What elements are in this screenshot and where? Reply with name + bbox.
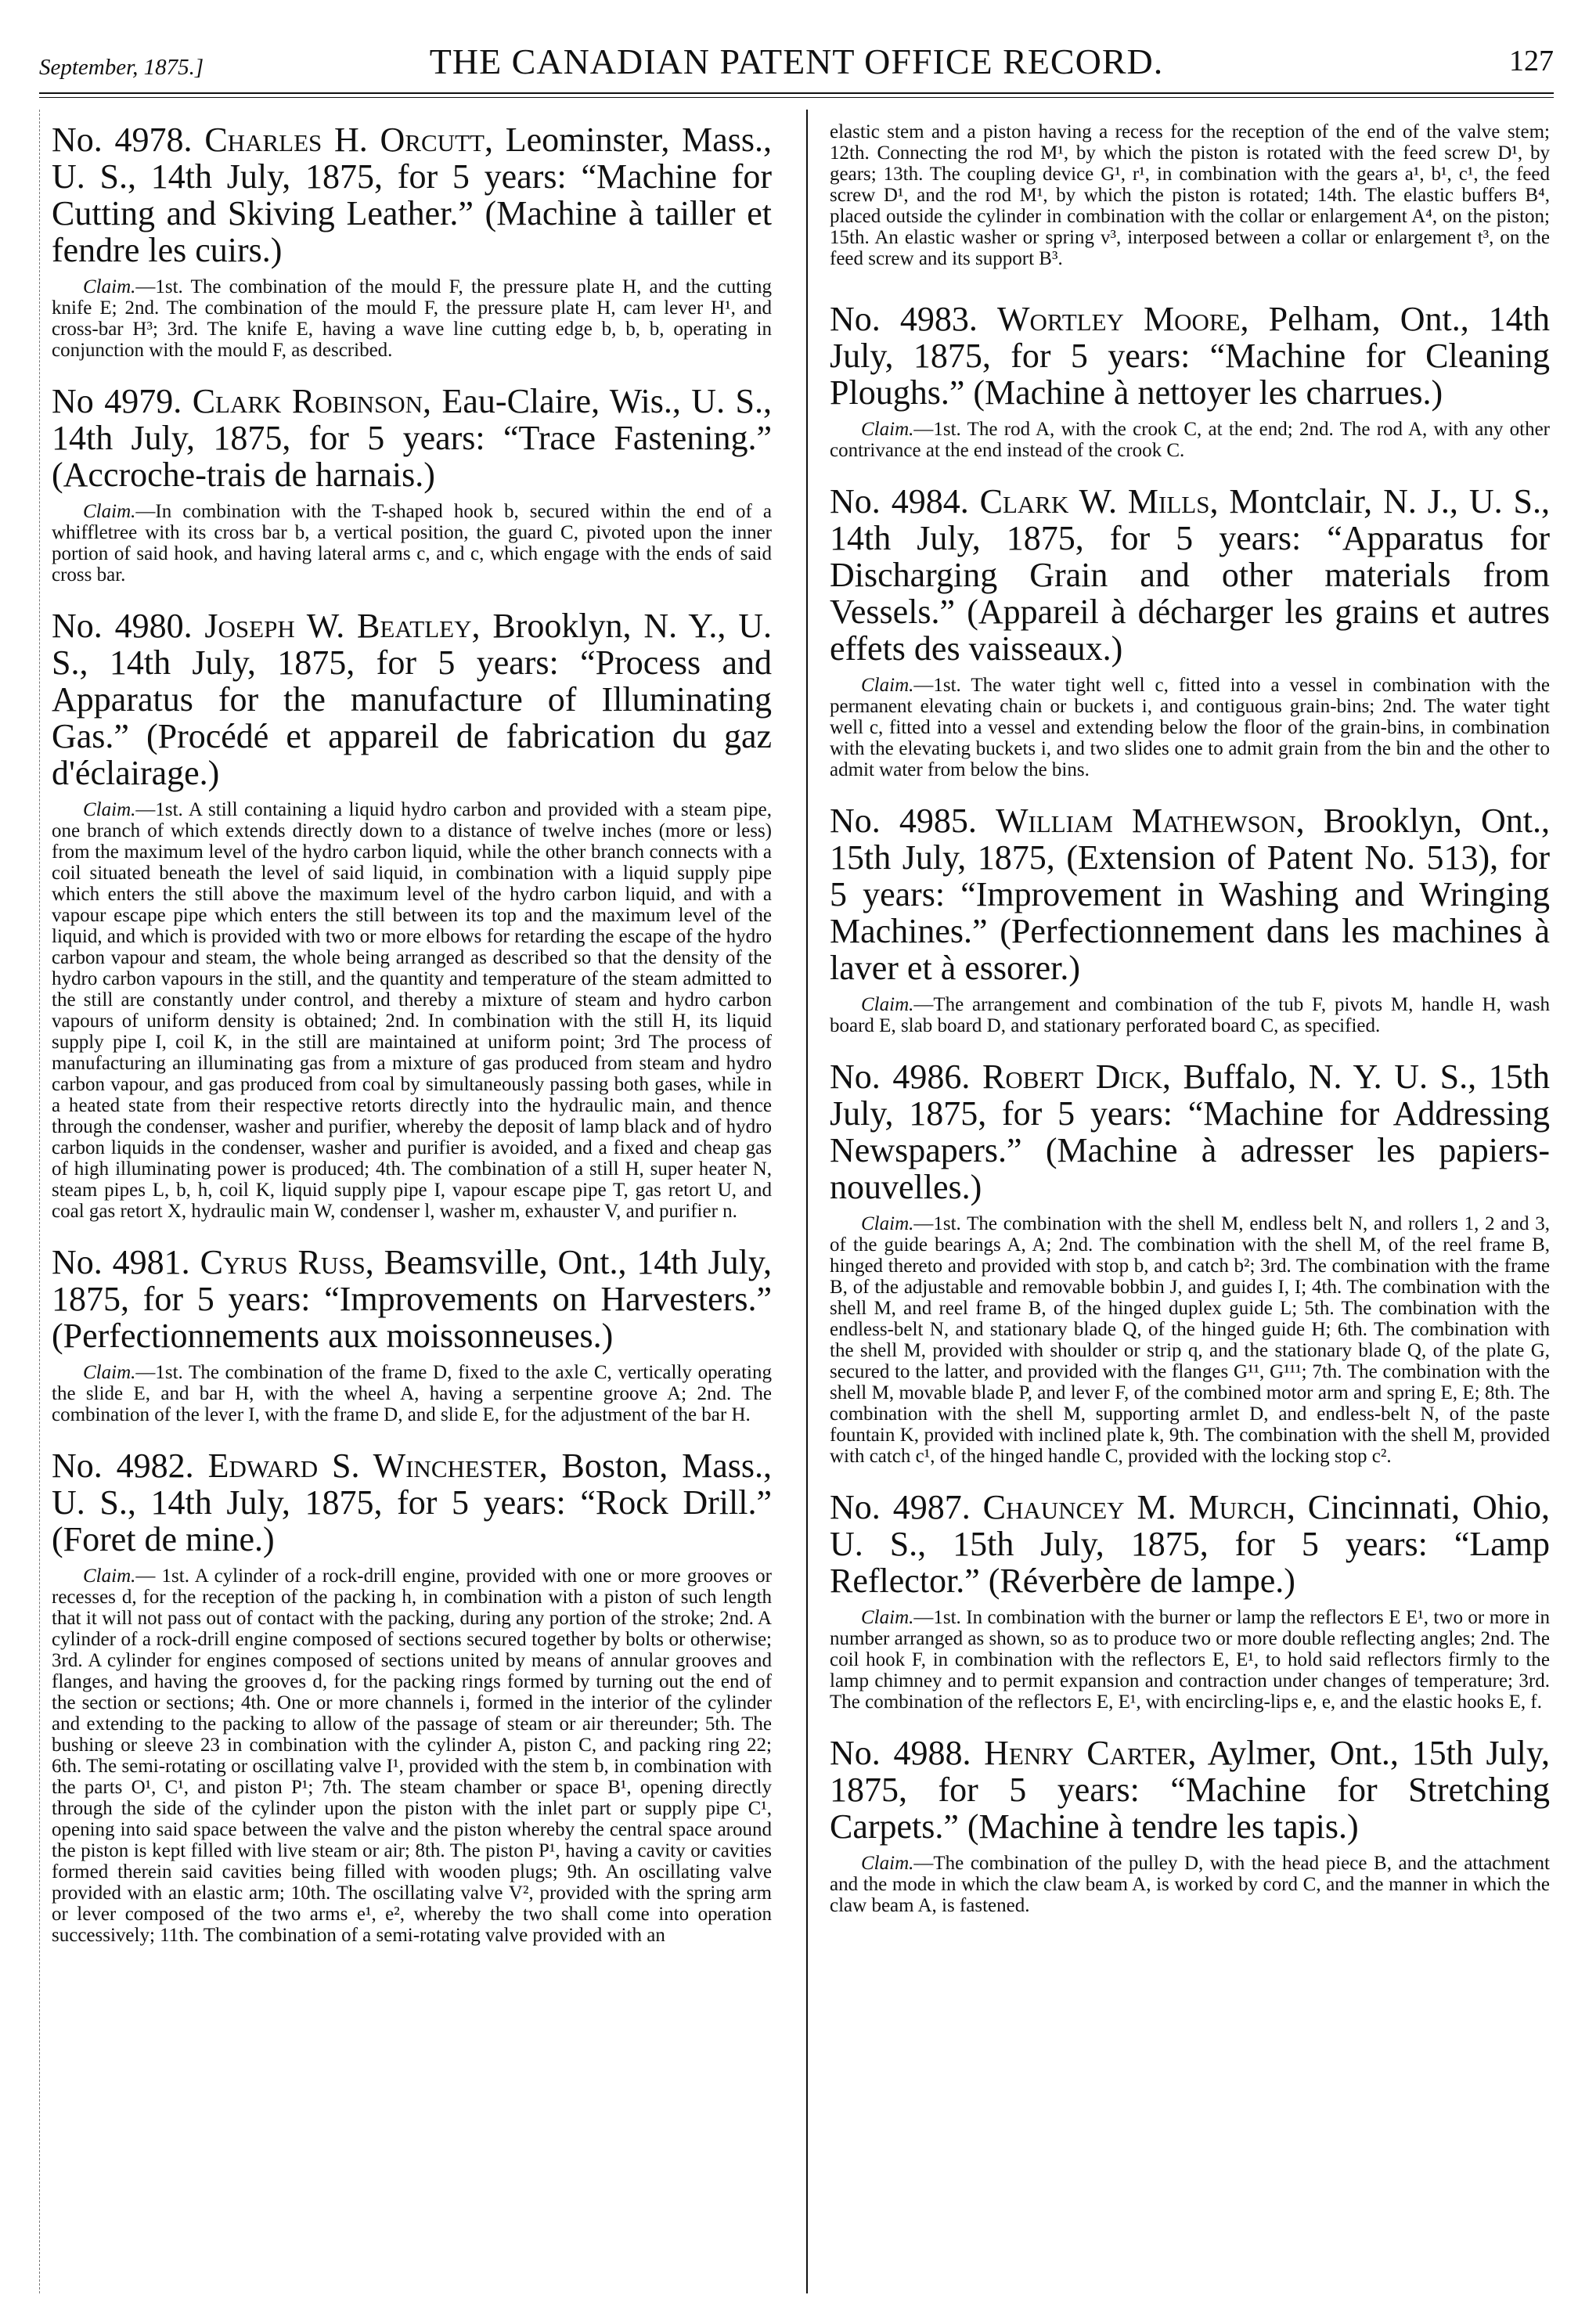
inventor-name: Chauncey M. Murch xyxy=(982,1488,1287,1526)
patent-details: , Aylmer, Ont., 15th July, 1875, for 5 years: “Machine for Stretching Carpets.” (Machine à tendre les tapis.) xyxy=(830,1734,1550,1846)
patent-entry-4981 xyxy=(52,1244,772,1425)
claim-body: —1st. The combination of the mould F, the pressure plate H, and the cutting knife E; 2nd. The combination of the mould F, the pressure plate H, cam lever H¹, and cross-bar H³; 3rd. The knife E, having a wave line cutting edge b, b, b, operating in conjunction with the mould F, as described. xyxy=(52,276,772,361)
claim-label: Claim. xyxy=(861,1607,914,1628)
entry-heading xyxy=(52,1244,772,1354)
patent-number: No. 4988. xyxy=(830,1734,971,1772)
patent-entry-4985 xyxy=(830,802,1550,1036)
claim-label: Claim. xyxy=(861,675,914,696)
claim-body: — 1st. A cylinder of a rock-drill engine, provided with one or more grooves or recesses d, for the reception of the packing h, in combination with a piston of such length that it will not pass out of contact with the packing, during any portion of the stroke; 2nd. A cylinder of a rock-drill engine composed of sections secured together by bolts or otherwise; 3rd. A cylinder for engines composed of sections united by means of annular grooves and flanges, and having the grooves d, for the packing rings formed by turning out the end of the section or sections; 4th. One or more channels i, formed in the interior of the cylinder and extending to the packing to allow of the passage of steam or air thereunder; 5th. The bushing or sleeve 23 in combination with the cylinder A, piston C, and packing ring 22; 6th. The semi-rotating or oscillating valve I¹, provided with the stem b, in combination with the parts O¹, C¹, and piston P¹; 7th. The steam chamber or space B¹, opening directly through the side of the cylinder upon the piston with the inlet part or supply pipe C¹, opening into said space between the valve and the piston whereby the central space around the piston is kept filled with live steam or air; 8th. The piston P¹, having a cavity or cavities formed therein said cavities being filled with wooden plugs; 9th. An oscillating valve provided with an elastic arm; 10th. The oscillating valve V², provided with the spring arm or lever composed of the two arms e¹, e², whereby the two shall come into operation successively; 11th. The combination of a semi-rotating valve provided with an xyxy=(52,1565,772,1946)
left-margin-line xyxy=(39,110,40,2293)
claim-text xyxy=(830,1607,1550,1713)
right-column xyxy=(830,121,1550,1938)
patent-number: No. 4987. xyxy=(830,1488,971,1526)
claim-text xyxy=(830,1853,1550,1916)
entry-heading xyxy=(830,1058,1550,1205)
claim-body: —1st. In combination with the burner or lamp the reflectors E E¹, two or more in number arranged as shown, so as to produce two or more double reflecting angles; 2nd. The coil hook F, in combination with the reflectors E, E¹, to hold said reflectors firmly to the lamp chimney and to permit expansion and contraction under changes of temperature; 3rd. The combination of the reflectors E, E¹, with encircling-lips e, e, and the elastic hooks E, f. xyxy=(830,1607,1550,1713)
claim-label: Claim. xyxy=(83,501,136,522)
inventor-name: Robert Dick xyxy=(982,1057,1162,1096)
patent-number: No. 4985. xyxy=(830,802,977,840)
left-column xyxy=(52,121,772,1968)
patent-entry-4983 xyxy=(830,301,1550,461)
patent-entry-4986 xyxy=(830,1058,1550,1467)
entry-heading xyxy=(52,607,772,791)
patent-number: No. 4978. xyxy=(52,121,193,159)
column-divider xyxy=(806,110,808,2293)
inventor-name: Wortley Moore xyxy=(996,300,1241,338)
claim-text xyxy=(830,675,1550,780)
header-date: September, 1875.] xyxy=(39,55,204,80)
patent-number: No. 4986. xyxy=(830,1057,971,1096)
claim-label: Claim. xyxy=(83,276,136,297)
claim-text xyxy=(52,1362,772,1425)
claim-label: Claim. xyxy=(861,1213,914,1234)
inventor-name: Edward S. Winchester xyxy=(207,1447,539,1485)
inventor-name: Clark Robinson xyxy=(192,382,423,420)
claim-body: —The arrangement and combination of the tub F, pivots M, handle H, wash board E, slab board D, and stationary perforated board C, as specified. xyxy=(830,994,1550,1036)
claim-label: Claim. xyxy=(83,1362,136,1383)
header-rule-thin xyxy=(39,97,1554,98)
inventor-name: Joseph W. Beatley xyxy=(204,607,472,645)
patent-number: No. 4981. xyxy=(52,1243,190,1281)
patent-number: No. 4983. xyxy=(830,300,978,338)
claim-label: Claim. xyxy=(83,799,136,820)
claim-text xyxy=(52,799,772,1222)
patent-entry-4980 xyxy=(52,607,772,1222)
claim-text xyxy=(52,276,772,361)
claim-body: —1st. A still containing a liquid hydro carbon and provided with a steam pipe, one branch of which extends directly down to a distance of twelve inches (more or less) from the maximum level of the hydro carbon liquid, while the other branch connects with a coil situated beneath the level of said liquid, in combination with a liquid supply pipe which enters the still above the maximum level of the hydro carbon liquid, and with a vapour escape pipe which enters the still between its top and the maximum level of the liquid, and which is provided with two or more elbows for retarding the escape of the hydro carbon vapour and steam, the whole being arranged as described so that the density of the hydro carbon vapours in the still, and the quantity and temperature of the steam admitted to the still are constantly under control, and thereby a mixture of steam and hydro carbon vapours of uniform density is obtained; 2nd. In combination with the still H, its liquid supply pipe I, coil K, in the still are maintained at uniform point; 3rd The process of manufacturing an illuminating gas from a mixture of gas produced from steam and hydro carbon vapour, and gas produced from coal by simultaneously passing both gases, while in a heated state from their respective retorts directly into the hydraulic main, and thence through the condenser, washer and purifier, whereby the deposit of lamp black and of hydro carbon liquids in the condenser, washer and purifier is avoided, and a fixed and cheap gas of high illuminating power is produced; 4th. The combination of a still H, super heater N, steam pipes L, b, h, coil K, liquid supply pipe I, vapour escape pipe T, gas retort U, and coal gas retort X, hydraulic main W, condenser l, washer m, exhauster V, and purifier n. xyxy=(52,799,772,1222)
patent-details: , Buffalo, N. Y. U. S., 15th July, 1875, for 5 years: “Machine for Addressing Newspapers.” (Machine à adresser les papiers-nouvelles.) xyxy=(830,1057,1550,1206)
claim-label: Claim. xyxy=(83,1565,136,1587)
claim-label: Claim. xyxy=(861,994,914,1015)
journal-title: THE CANADIAN PATENT OFFICE RECORD. xyxy=(429,41,1164,81)
patent-details: , Pelham, Ont., 14th July, 1875, for 5 years: “Machine for Cleaning Ploughs.” (Machine à nettoyer les charrues.) xyxy=(830,300,1551,412)
patent-details: , Eau-Claire, Wis., U. S., 14th July, 1875, for 5 years: “Trace Fastening.” (Accroche-trais de harnais.) xyxy=(52,382,773,494)
patent-details: , Cincinnati, Ohio, U. S., 15th July, 1875, for 5 years: “Lamp Reflector.” (Réverbère de lampe.) xyxy=(830,1488,1550,1600)
patent-details: , Brooklyn, N. Y., U. S., 14th July, 1875, for 5 years: “Process and Apparatus for the manufacture of Illuminating Gas.” (Procédé et appareil de fabrication du gaz d'éclairage.) xyxy=(52,607,773,792)
entry-heading xyxy=(830,802,1550,986)
page-header xyxy=(39,39,1554,86)
patent-entry-4982 xyxy=(52,1447,772,1946)
patent-entry-4978 xyxy=(52,121,772,361)
patent-number: No. 4984. xyxy=(830,482,969,521)
claim-text xyxy=(830,419,1550,461)
claim-body: —1st. The rod A, with the crook C, at the end; 2nd. The rod A, with any other contrivance at the end instead of the crook C. xyxy=(830,419,1550,461)
claim-body: —The combination of the pulley D, with the head piece B, and the attachment and the mode in which the claw beam A, is worked by cord C, and the manner in which the claw beam A, is fastened. xyxy=(830,1853,1550,1916)
patent-details: , Brooklyn, Ont., 15th July, 1875, (Extension of Patent No. 513), for 5 years: “Improvement in Washing and Wringing Machines.” (Perfectionnement dans les machines à laver et à essorer.) xyxy=(830,802,1550,987)
patent-number: No. 4982. xyxy=(52,1447,194,1485)
entry-heading xyxy=(830,1489,1550,1599)
patent-details: , Beamsville, Ont., 14th July, 1875, for 5 years: “Improvements on Harvesters.” (Perfectionnements aux moissonneuses.) xyxy=(52,1243,773,1355)
patent-number: No 4979. xyxy=(52,382,182,420)
inventor-name: Clark W. Mills xyxy=(979,482,1210,521)
patent-details: , Leominster, Mass., U. S., 14th July, 1875, for 5 years: “Machine for Cutting and Skiving Leather.” (Machine à tailler et fendre les cuirs.) xyxy=(52,121,773,269)
claim-text xyxy=(52,1565,772,1946)
entry-heading xyxy=(830,301,1550,411)
patent-entry-4987 xyxy=(830,1489,1550,1713)
patent-entry-4988 xyxy=(830,1735,1550,1916)
inventor-name: Henry Carter xyxy=(984,1734,1188,1772)
claim-body: —1st. The combination of the frame D, fixed to the axle C, vertically operating the slide E, and bar H, with the wheel A, having a serpentine groove A; 2nd. The combination of the lever I, with the frame D, and slide E, for the adjustment of the bar H. xyxy=(52,1362,772,1425)
entry-heading xyxy=(830,1735,1550,1845)
patent-details: , Boston, Mass., U. S., 14th July, 1875, for 5 years: “Rock Drill.” (Foret de mine.) xyxy=(52,1447,773,1558)
entry-heading xyxy=(52,121,772,268)
claim-body: —1st. The combination with the shell M, endless belt N, and rollers 1, 2 and 3, of the guide bearings A, A; 2nd. The combination with the shell M, of the reel frame B, hinged thereto and provided with stop b, and catch b²; 3rd. The combination with the frame B, of the adjustable and removable bobbin J, and guides I, I; 4th. The combination with the shell M, and reel frame B, of the hinged duplex guide L; 5th. The combination with the endless-belt N, and stationary blade Q, of the hinged guide H; 6th. The combination with the shell M, provided with shoulder or strip q, and the stationary blade Q, of the plate G, secured to the latter, and provided with the flanges G¹¹, G¹¹¹; 7th. The combination with the shell M, movable blade P, and lever F, of the combined motor arm and spring E, E; 8th. The combination with the shell M, supporting armlet D, and endless-belt N, of the paste fountain K, provided with inclined plate k, 9th. The combination with the shell M, provided with catch c¹, of the hinged handle C, provided with the locking stop c². xyxy=(830,1213,1550,1467)
entry-heading xyxy=(52,383,772,493)
entry-heading xyxy=(52,1447,772,1558)
inventor-name: Charles H. Orcutt xyxy=(204,121,485,159)
claim-text xyxy=(830,994,1550,1036)
claim-label: Claim. xyxy=(861,1853,914,1874)
patent-details: , Montclair, N. J., U. S., 14th July, 1875, for 5 years: “Apparatus for Discharging Grain and other materials from Vessels.” (Appareil à décharger les grains et autres effets des vaisseaux.) xyxy=(830,482,1551,668)
patent-entry-4979 xyxy=(52,383,772,585)
patent-number: No. 4980. xyxy=(52,607,193,645)
claim-text xyxy=(52,501,772,585)
page-number: 127 xyxy=(1509,45,1554,77)
inventor-name: Cyrus Russ xyxy=(200,1243,366,1281)
header-rule xyxy=(39,92,1554,94)
claim-body: —In combination with the T-shaped hook b, secured within the end of a whiffletree with its cross bar b, a vertical position, the guard C, pivoted upon the inner portion of said hook, and having lateral arms c, and c, which engage with the ends of said cross bar. xyxy=(52,501,772,585)
inventor-name: William Mathewson xyxy=(995,802,1296,840)
entry-heading xyxy=(830,483,1550,667)
claim-label: Claim. xyxy=(861,419,914,440)
patent-entry-4984 xyxy=(830,483,1550,780)
claim-continuation: elastic stem and a piston having a recess for the reception of the end of the valve stem; 12th. Connecting the rod M¹, by which the piston is rotated with the feed screw D¹, by gears; 13th. The coupling device G¹, r¹, in combination with the gears a¹, b¹, c¹, the feed screw D¹, and the rod M¹, by which the piston is rotated; 14th. The elastic buffers B⁴, placed outside the cylinder in combination with the collar or enlargement A⁴, on the piston; 15th. An elastic washer or spring v³, interposed between a collar or enlargement t³, on the feed screw and its support B³. xyxy=(830,121,1550,269)
claim-body: —1st. The water tight well c, fitted into a vessel in combination with the permanent elevating chain or buckets i, and contiguous grain-bins; 2nd. The water tight well c, fitted into a vessel and extending below the floor of the grain-bins, in combination with the elevating buckets i, and two slides one to admit grain from the bin and the other to admit water from below the bins. xyxy=(830,675,1550,780)
claim-text xyxy=(830,1213,1550,1467)
